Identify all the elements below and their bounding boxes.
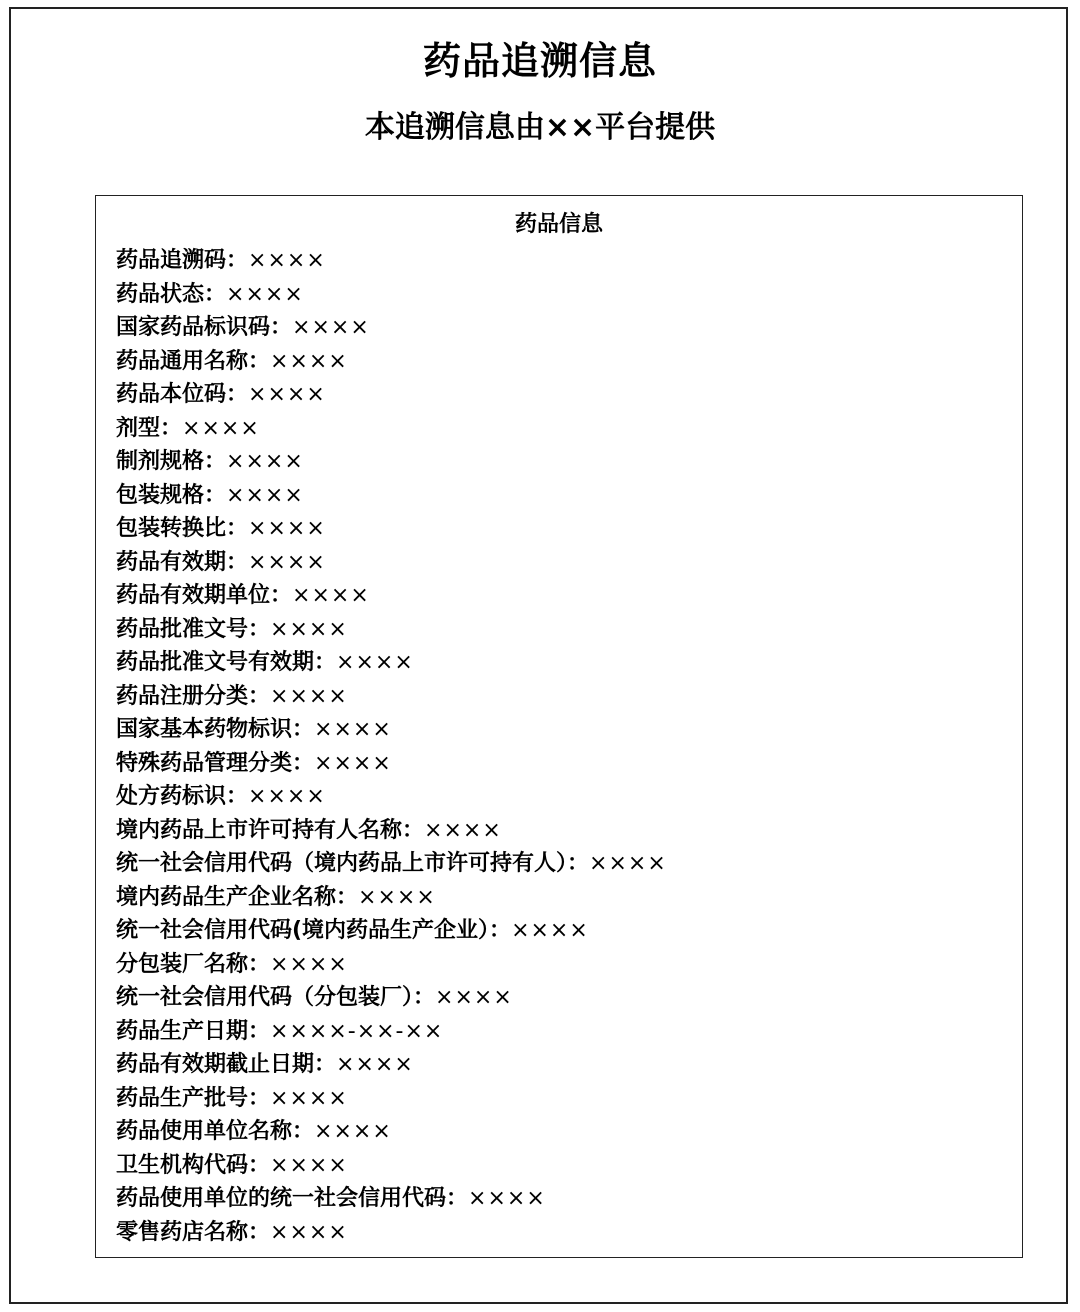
field-label: 境内药品生产企业名称： [116, 884, 359, 910]
field-label: 剂型： [116, 415, 183, 441]
field-label: 药品使用单位的统一社会信用代码： [116, 1186, 469, 1211]
field-row [116, 244, 1012, 278]
field-row [116, 680, 1012, 714]
field-label: 药品使用单位名称： [116, 1119, 315, 1144]
field-value: ×××× [424, 817, 502, 843]
field-label: 包装转换比： [116, 516, 249, 541]
field-row [116, 1115, 1012, 1149]
field-value: ×××× [226, 281, 304, 307]
field-value: ××××-××-×× [270, 1018, 444, 1044]
field-label: 卫生机构代码： [116, 1152, 271, 1178]
field-label: 药品生产日期： [116, 1018, 271, 1044]
field-label: 药品有效期截止日期： [116, 1052, 337, 1077]
field-row [116, 780, 1012, 814]
field-label: 处方药标识： [116, 784, 249, 809]
field-row [116, 881, 1012, 915]
field-value: ×××× [314, 1119, 392, 1144]
field-row [116, 948, 1012, 982]
field-label: 分包装厂名称： [116, 951, 271, 977]
field-row [116, 1182, 1012, 1216]
field-label: 药品生产批号： [116, 1085, 271, 1111]
field-value: ×××× [248, 784, 326, 809]
field-label: 零售药店名称： [116, 1219, 271, 1245]
field-value: ×××× [226, 482, 304, 508]
field-value: ×××× [270, 1085, 348, 1111]
field-label: 药品状态： [116, 281, 227, 307]
field-label: 药品通用名称： [116, 348, 271, 374]
field-value: ×××× [248, 516, 326, 541]
field-label: 药品追溯码： [116, 248, 249, 273]
field-value: ×××× [336, 650, 414, 675]
field-row [116, 1149, 1012, 1183]
field-label: 国家基本药物标识： [116, 717, 315, 742]
document-title: 药品追溯信息 [422, 39, 657, 83]
field-list [116, 244, 1012, 1249]
field-row [116, 914, 1012, 948]
field-label: 药品本位码： [116, 382, 249, 407]
field-row [116, 847, 1012, 881]
field-label: 药品批准文号： [116, 616, 271, 642]
field-value: ×××× [292, 315, 370, 340]
field-value: ×××× [314, 717, 392, 742]
field-row [116, 412, 1012, 446]
document-subtitle: 本追溯信息由××平台提供 [364, 110, 716, 145]
field-value: ×××× [270, 951, 348, 977]
field-value: ×××× [248, 248, 326, 273]
field-label: 药品注册分类： [116, 683, 271, 709]
field-value: ×××× [182, 415, 260, 441]
field-value: ×××× [292, 583, 370, 608]
field-row [116, 445, 1012, 479]
field-value: ×××× [468, 1186, 546, 1211]
field-label: 境内药品上市许可持有人名称： [116, 817, 425, 843]
field-row [116, 512, 1012, 546]
field-value: ×××× [248, 549, 326, 575]
field-row [116, 981, 1012, 1015]
section-title: 药品信息 [514, 212, 603, 237]
field-label: 药品有效期单位： [116, 583, 293, 608]
drug-info-box [95, 195, 1023, 1258]
field-value: ×××× [358, 884, 436, 910]
field-row [116, 613, 1012, 647]
field-row [116, 579, 1012, 613]
field-row [116, 747, 1012, 781]
field-value: ×××× [589, 851, 667, 876]
field-value: ×××× [270, 683, 348, 709]
field-row [116, 1216, 1012, 1250]
field-value: ×××× [435, 985, 513, 1010]
field-value: ×××× [270, 348, 348, 374]
field-row [116, 1082, 1012, 1116]
field-row [116, 646, 1012, 680]
field-row [116, 814, 1012, 848]
field-row [116, 378, 1012, 412]
field-label: 制剂规格： [116, 449, 227, 474]
field-value: ×××× [270, 1219, 348, 1245]
field-value: ×××× [336, 1052, 414, 1077]
field-label: 药品有效期： [116, 549, 249, 575]
field-row [116, 345, 1012, 379]
field-row [116, 546, 1012, 580]
field-label: 国家药品标识码： [116, 315, 293, 340]
field-row [116, 311, 1012, 345]
field-value: ×××× [270, 1152, 348, 1178]
field-value: ×××× [511, 918, 589, 943]
field-row [116, 278, 1012, 312]
field-label: 特殊药品管理分类： [116, 750, 315, 776]
field-value: ×××× [270, 616, 348, 642]
field-value: ×××× [226, 449, 304, 474]
field-label: 药品批准文号有效期： [116, 650, 337, 675]
field-row [116, 1015, 1012, 1049]
field-row [116, 713, 1012, 747]
field-label: 统一社会信用代码（分包装厂）： [116, 985, 436, 1010]
field-label: 统一社会信用代码(境内药品生产企业）： [116, 918, 512, 943]
field-value: ×××× [314, 750, 392, 776]
field-label: 统一社会信用代码（境内药品上市许可持有人）： [116, 851, 590, 876]
field-row [116, 1048, 1012, 1082]
field-row [116, 479, 1012, 513]
field-label: 包装规格： [116, 482, 227, 508]
field-value: ×××× [248, 382, 326, 407]
